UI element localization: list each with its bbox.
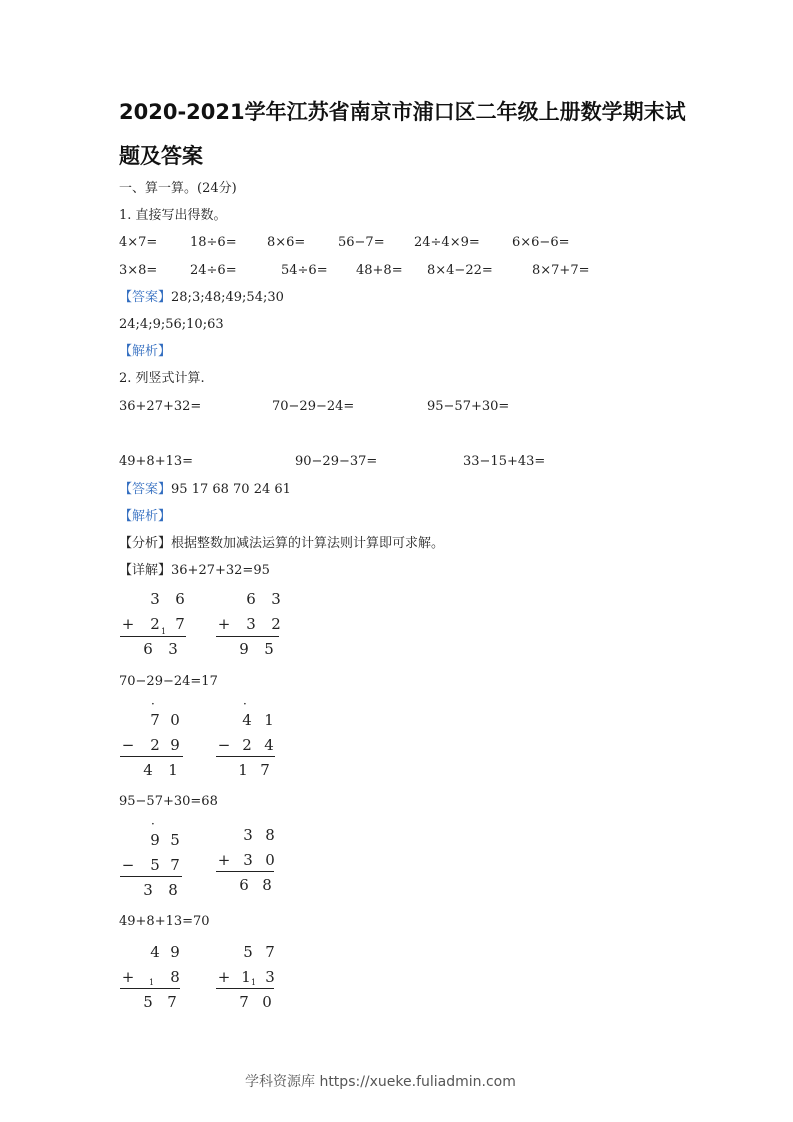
borrow-dot: · bbox=[243, 697, 247, 711]
column-calc-item: 70−29−24= bbox=[272, 399, 355, 414]
mental-math-item: 8×7+7= bbox=[532, 263, 590, 278]
footer-link[interactable]: 学科资源库 https://xueke.fuliadmin.com bbox=[245, 1074, 516, 1090]
digit: 3 bbox=[168, 640, 178, 658]
digit: 6 bbox=[175, 590, 185, 608]
detail-equation: 49+8+13=70 bbox=[119, 914, 210, 929]
operator: + bbox=[121, 615, 135, 633]
digit: 2 bbox=[150, 736, 160, 754]
sum-line bbox=[120, 636, 186, 637]
carry-mark: 1 bbox=[161, 627, 167, 636]
question-1-label: 1. 直接写出得数。 bbox=[119, 208, 227, 223]
digit: 7 bbox=[239, 993, 249, 1011]
section-heading: 一、算一算。(24分) bbox=[119, 181, 237, 196]
digit: 7 bbox=[260, 761, 270, 779]
digit: 9 bbox=[150, 831, 160, 849]
digit: 7 bbox=[170, 856, 180, 874]
digit: 1 bbox=[264, 711, 274, 729]
digit: 4 bbox=[150, 943, 160, 961]
sum-line bbox=[216, 988, 274, 989]
digit: 9 bbox=[239, 640, 249, 658]
digit: 1 bbox=[168, 761, 178, 779]
sum-line bbox=[216, 871, 274, 872]
operator: + bbox=[217, 968, 231, 986]
digit: 4 bbox=[242, 711, 252, 729]
analysis-tag: 【解析】 bbox=[119, 509, 172, 524]
sum-line bbox=[216, 636, 279, 637]
operator: − bbox=[121, 856, 135, 874]
digit: 5 bbox=[170, 831, 180, 849]
digit: 5 bbox=[243, 943, 253, 961]
borrow-dot: · bbox=[151, 697, 155, 711]
analysis-tag: 【解析】 bbox=[119, 344, 172, 359]
difference-line bbox=[120, 756, 183, 757]
page-title-line2: 题及答案 bbox=[119, 144, 203, 168]
column-calc-item: 49+8+13= bbox=[119, 454, 194, 469]
digit: 4 bbox=[264, 736, 274, 754]
borrow-dot: · bbox=[151, 817, 155, 831]
analysis-text: 【分析】根据整数加减法运算的计算法则计算即可求解。 bbox=[119, 536, 445, 551]
carry-mark: 1 bbox=[149, 978, 155, 987]
digit: 2 bbox=[242, 736, 252, 754]
digit: 2 bbox=[150, 615, 160, 633]
answer-values: 28;3;48;49;54;30 bbox=[171, 290, 284, 305]
digit: 3 bbox=[243, 851, 253, 869]
difference-line bbox=[120, 876, 182, 877]
operator: − bbox=[217, 736, 231, 754]
digit: 5 bbox=[264, 640, 274, 658]
digit: 8 bbox=[265, 826, 275, 844]
answer-values: 95 17 68 70 24 61 bbox=[171, 482, 291, 497]
digit: 8 bbox=[168, 881, 178, 899]
mental-math-item: 24÷6= bbox=[190, 263, 237, 278]
sum-line bbox=[120, 988, 180, 989]
answer-tag: 【答案】 bbox=[119, 482, 172, 497]
digit: 7 bbox=[167, 993, 177, 1011]
digit: 1 bbox=[238, 761, 248, 779]
carry-mark: 1 bbox=[251, 978, 257, 987]
question-2-label: 2. 列竖式计算. bbox=[119, 371, 205, 386]
digit: 7 bbox=[265, 943, 275, 961]
detail-equation: 36+27+32=95 bbox=[171, 563, 270, 578]
digit: 3 bbox=[271, 590, 281, 608]
detail-tag: 【详解】 bbox=[119, 563, 172, 578]
digit: 0 bbox=[170, 711, 180, 729]
operator: + bbox=[217, 851, 231, 869]
mental-math-item: 4×7= bbox=[119, 235, 158, 250]
digit: 3 bbox=[243, 826, 253, 844]
digit: 5 bbox=[150, 856, 160, 874]
digit: 9 bbox=[170, 736, 180, 754]
digit: 6 bbox=[143, 640, 153, 658]
digit: 1 bbox=[241, 968, 251, 986]
digit: 4 bbox=[143, 761, 153, 779]
page-title: 2020-2021学年江苏省南京市浦口区二年级上册数学期末试 bbox=[119, 100, 686, 124]
digit: 7 bbox=[150, 711, 160, 729]
answer-tag: 【答案】 bbox=[119, 290, 172, 305]
column-calc-item: 36+27+32= bbox=[119, 399, 202, 414]
detail-equation: 95−57+30=68 bbox=[119, 794, 218, 809]
mental-math-item: 54÷6= bbox=[281, 263, 328, 278]
answer-line bbox=[119, 290, 284, 306]
digit: 8 bbox=[170, 968, 180, 986]
digit: 6 bbox=[246, 590, 256, 608]
mental-math-item: 56−7= bbox=[338, 235, 385, 250]
mental-math-item: 8×4−22= bbox=[427, 263, 493, 278]
digit: 3 bbox=[246, 615, 256, 633]
digit: 2 bbox=[271, 615, 281, 633]
answer-line-2: 24;4;9;56;10;63 bbox=[119, 317, 224, 332]
digit: 3 bbox=[143, 881, 153, 899]
column-calc-item: 33−15+43= bbox=[463, 454, 546, 469]
digit: 3 bbox=[150, 590, 160, 608]
operator: − bbox=[121, 736, 135, 754]
digit: 8 bbox=[262, 876, 272, 894]
digit: 0 bbox=[262, 993, 272, 1011]
answer-line bbox=[119, 482, 291, 498]
operator: + bbox=[121, 968, 135, 986]
mental-math-item: 24÷4×9= bbox=[414, 235, 480, 250]
mental-math-item: 18÷6= bbox=[190, 235, 237, 250]
mental-math-item: 48+8= bbox=[356, 263, 403, 278]
column-calc-item: 90−29−37= bbox=[295, 454, 378, 469]
digit: 6 bbox=[239, 876, 249, 894]
digit: 9 bbox=[170, 943, 180, 961]
detail-line bbox=[119, 563, 270, 579]
digit: 7 bbox=[175, 615, 185, 633]
digit: 3 bbox=[265, 968, 275, 986]
mental-math-item: 6×6−6= bbox=[512, 235, 570, 250]
mental-math-item: 3×8= bbox=[119, 263, 158, 278]
detail-equation: 70−29−24=17 bbox=[119, 674, 218, 689]
difference-line bbox=[216, 756, 275, 757]
digit: 0 bbox=[265, 851, 275, 869]
mental-math-item: 8×6= bbox=[267, 235, 306, 250]
column-calc-item: 95−57+30= bbox=[427, 399, 510, 414]
operator: + bbox=[217, 615, 231, 633]
digit: 5 bbox=[143, 993, 153, 1011]
